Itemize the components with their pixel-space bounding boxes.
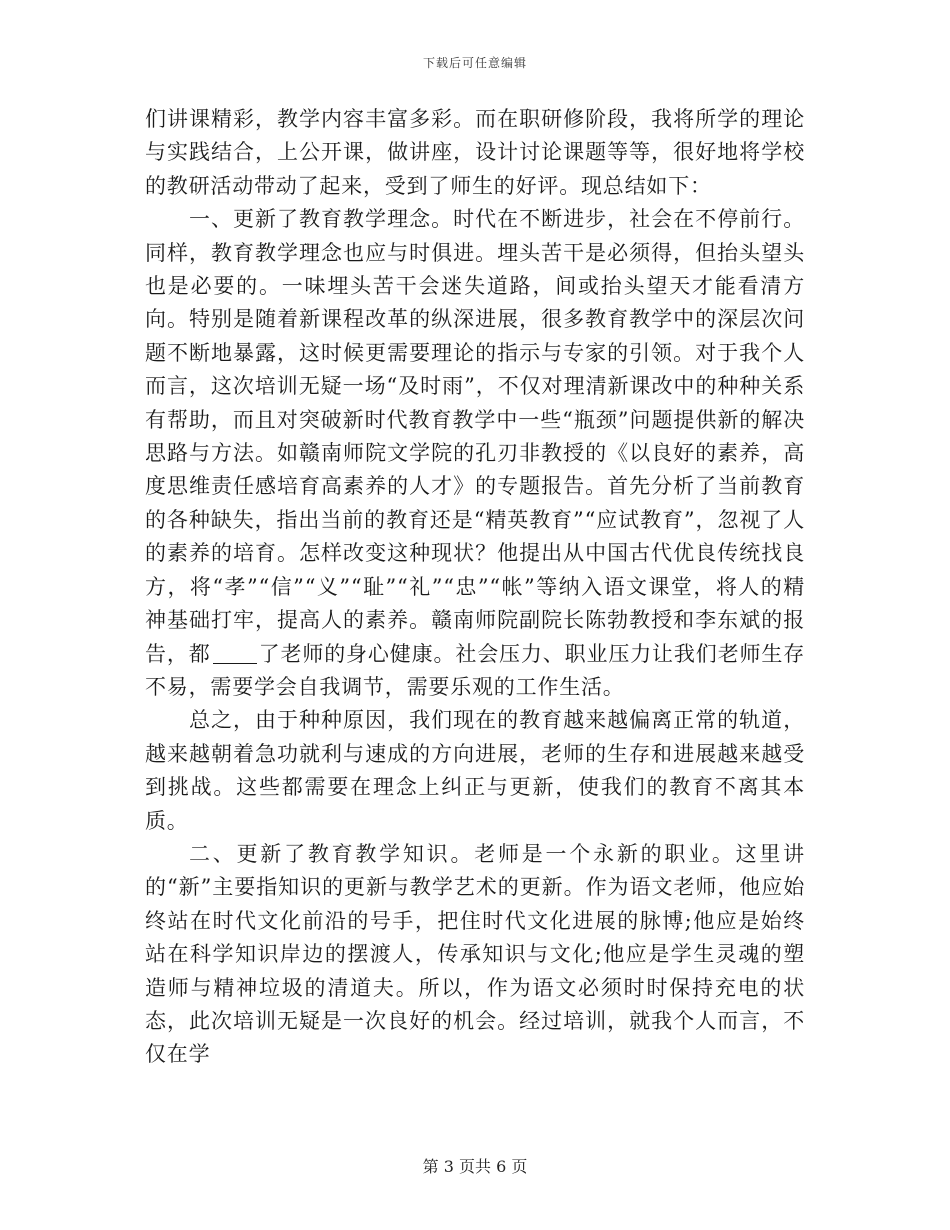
paragraph-3: 总之，由于种种原因，我们现在的教育越来越偏离正常的轨道，越来越朝着急功就利与速成的方向进展，老师的生存和进展越来越受到挑战。这些都需要在理念上纠正与更新，使我们的教育不离其本质。 — [145, 708, 805, 833]
document-body — [145, 103, 805, 1072]
paragraph-2 — [145, 203, 805, 704]
fill-in-blank — [213, 643, 257, 664]
page-number-footer: 第 3 页共 6 页 — [422, 1157, 528, 1176]
paragraph-1: 们讲课精彩，教学内容丰富多彩。而在职研修阶段，我将所学的理论与实践结合，上公开课，做讲座，设计讨论课题等等，很好地将学校的教研活动带动了起来，受到了师生的好评。现总结如下： — [145, 107, 805, 198]
paragraph-2-text-before-blank: 一、更新了教育教学理念。时代在不断进步，社会在不停前行。同样，教育教学理念也应与时俱进。埋头苦干是必须得，但抬头望头也是必要的。一味埋头苦干会迷失道路，间或抬头望天才能看清方向。特别是随着新课程改革的纵深进展，很多教育教学中的深层次问题不断地暴露，这时候更需要理论的指示与专家的引领。对于我个人而言，这次培训无疑一场“及时雨”，不仅对理清新课改中的种种关系有帮助，而且对突破新时代教育教学中一些“瓶颈”问题提供新的解决思路与方法。如赣南师院文学院的孔刃非教授的《以良好的素养，高度思维责任感培育高素养的人才》的专题报告。首先分析了当前教育的各种缺失，指出当前的教育还是“精英教育”“应试教育”，忽视了人的素养的培育。怎样改变这种现状？他提出从中国古代优良传统找良方，将“孝”“信”“义”“耻”“礼”“忠”“帐”等纳入语文课堂，将人的精神基础打牢，提高人的素养。赣南师院副院长陈勃教授和李东斌的报告，都 — [145, 207, 805, 666]
paragraph-4: 二、更新了教育教学知识。老师是一个永新的职业。这里讲的“新”主要指知识的更新与教学艺术的更新。作为语文老师，他应始终站在时代文化前沿的号手，把住时代文化进展的脉博;他应是始终站在科学知识岸边的摆渡人，传承知识与文化;他应是学生灵魂的塑造师与精神垃圾的清道夫。所以，作为语文必须时时保持充电的状态，此次培训无疑是一次良好的机会。经过培训，就我个人而言，不仅在学 — [145, 841, 805, 1067]
paragraph-2-text-after-blank: 了老师的身心健康。社会压力、职业压力让我们老师生存不易，需要学会自我调节，需要乐观的工作生活。 — [145, 641, 805, 699]
page-header: 下载后可任意编辑 — [422, 56, 527, 70]
